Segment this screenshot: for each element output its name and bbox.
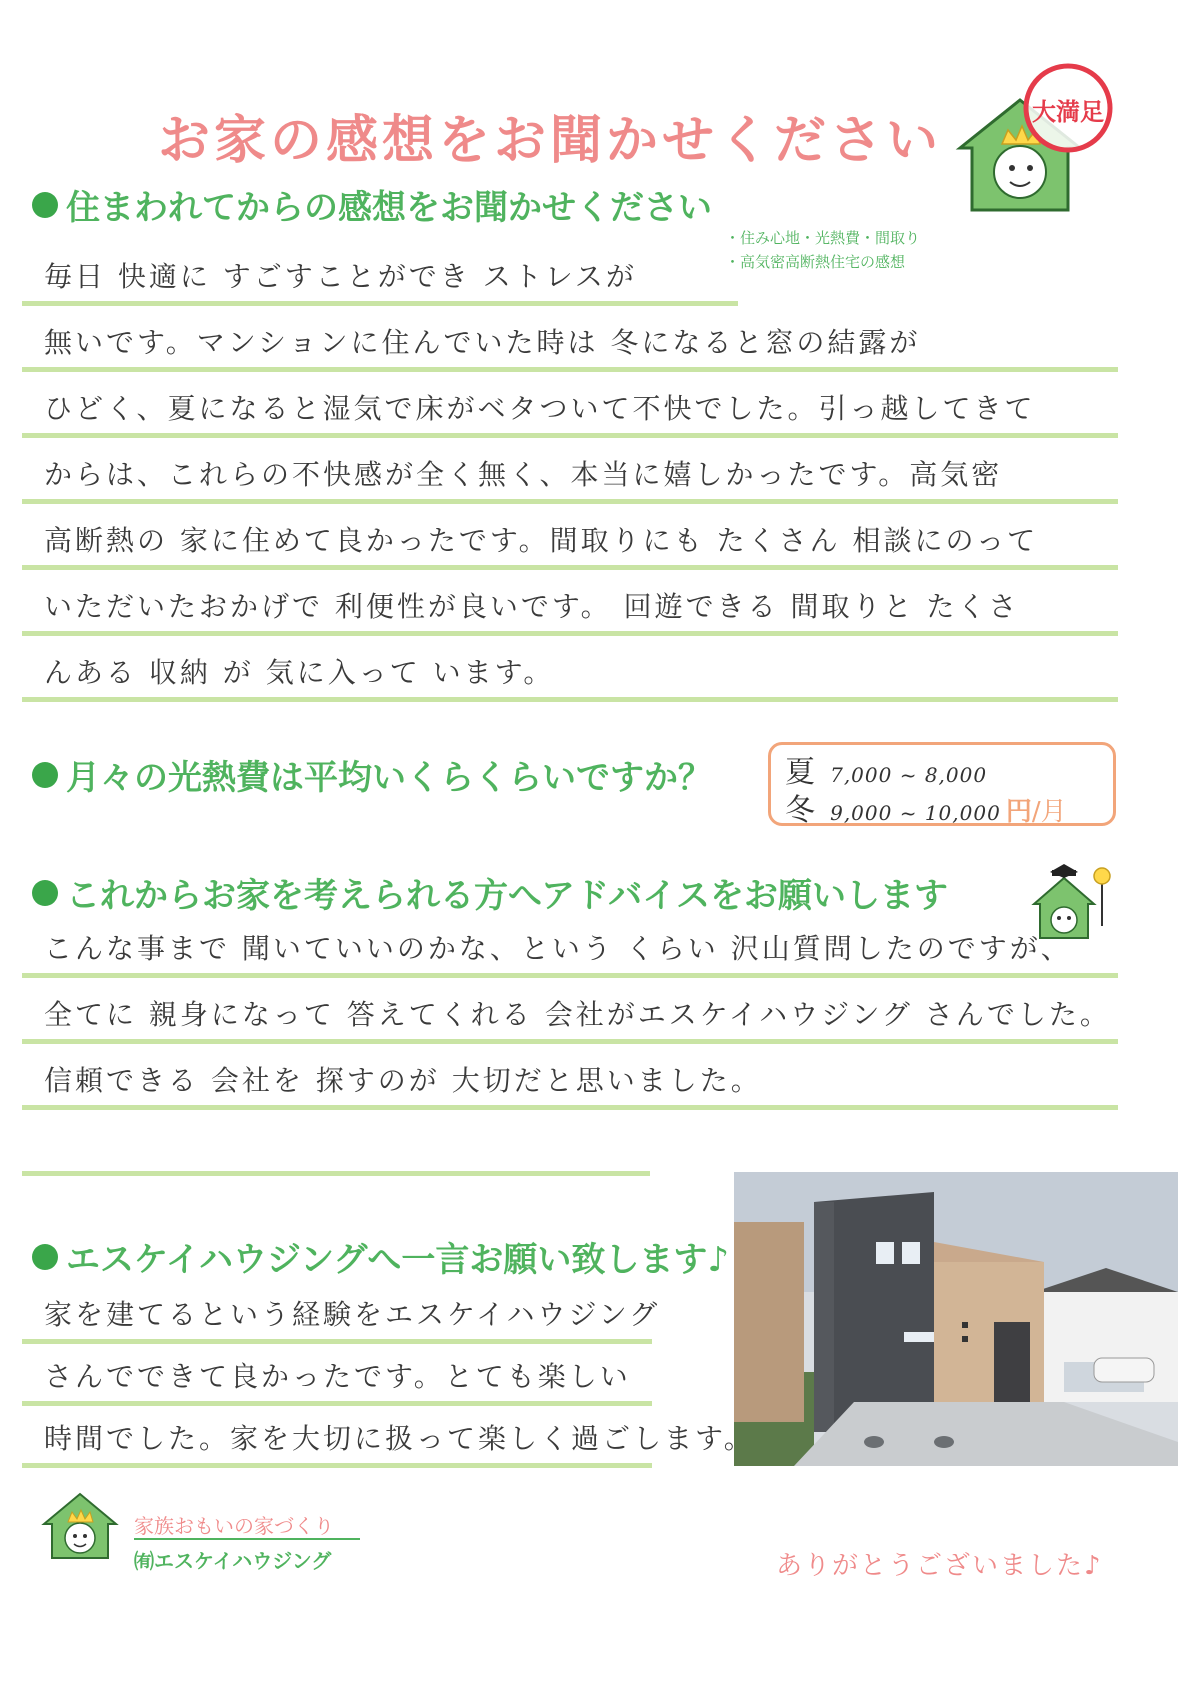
q4-heading-text: エスケイハウジングへ一言お願い致します♪ <box>66 1240 730 1280</box>
q1-notes <box>725 226 920 274</box>
per-month-unit: /月 <box>1031 797 1067 827</box>
answer-line: 家を建てるという経験をエスケイハウジング <box>22 1286 652 1344</box>
q2-heading <box>32 750 712 799</box>
winter-value: 9,000 ~ 10,000 <box>830 801 1001 825</box>
answer-line: からは、これらの不快感が全く無く、本当に嬉しかったです。高気密 <box>22 446 1118 504</box>
summer-value: 7,000 ~ 8,000 <box>830 763 988 787</box>
bullet-dot-icon <box>32 1244 58 1270</box>
answer-line: 高断熱の 家に住めて良かったです。間取りにも たくさん 相談にのって <box>22 512 1118 570</box>
answer-line: 無いです。マンションに住んでいた時は 冬になると窓の結露が <box>22 314 1118 372</box>
company-tagline: 家族おもいの家づくり <box>134 1514 334 1538</box>
answer-line: ひどく、夏になると湿気で床がベタついて不快でした。引っ越してきて <box>22 380 1118 438</box>
q4-heading <box>32 1232 729 1281</box>
page-title: お家の感想をお聞かせください <box>157 111 942 171</box>
answer-line: 全てに 親身になって 答えてくれる 会社がエスケイハウジング さんでした。 <box>22 986 1118 1044</box>
house-photo <box>734 1172 1178 1466</box>
q1-note: ・住み心地・光熱費・間取り <box>725 229 921 247</box>
bullet-dot-icon <box>32 762 58 788</box>
q1-note: ・高気密高断熱住宅の感想 <box>725 253 906 271</box>
answer-line <box>22 1118 650 1176</box>
utility-cost-box <box>768 742 1116 826</box>
company-logo-icon <box>40 1488 126 1562</box>
answer-line: 時間でした。家を大切に扱って楽しく過ごします。 <box>22 1410 652 1468</box>
bullet-dot-icon <box>32 192 58 218</box>
answer-line: 信頼できる 会社を 探すのが 大切だと思いました。 <box>22 1052 1118 1110</box>
q1-heading <box>32 180 712 229</box>
house-mascot-stamp-icon <box>950 60 1120 220</box>
winter-label: 冬 <box>785 793 815 828</box>
answer-line: いただいたおかげで 利便性が良いです。 回遊できる 間取りと たくさ <box>22 578 1118 636</box>
company-name: ㈲エスケイハウジング <box>134 1549 332 1573</box>
answer-line: さんでできて良かったです。とても楽しい <box>22 1348 652 1406</box>
answer-line: 毎日 快適に すごすことができ ストレスが <box>22 248 738 306</box>
q1-heading-text: 住まわれてからの感想をお聞かせください <box>66 188 712 228</box>
stamp-text: 大満足 <box>1032 98 1104 126</box>
yen-unit: 円 <box>1005 797 1032 827</box>
bullet-dot-icon <box>32 880 58 906</box>
company-divider <box>134 1538 360 1540</box>
winter-cost-row <box>785 785 1067 829</box>
answer-line: こんな事まで 聞いていいのかな、という くらい 沢山質問したのですが、 <box>22 920 1118 978</box>
q3-heading-text: これからお家を考えられる方へアドバイスをお願いします <box>66 876 948 916</box>
summer-label: 夏 <box>785 755 815 790</box>
q3-heading <box>32 868 948 917</box>
q2-heading-text: 月々の光熱費は平均いくらくらいですか？ <box>66 758 712 798</box>
answer-line: んある 収納 が 気に入って います。 <box>22 644 1118 702</box>
thanks-message: ありがとうございました♪ <box>776 1551 1103 1581</box>
